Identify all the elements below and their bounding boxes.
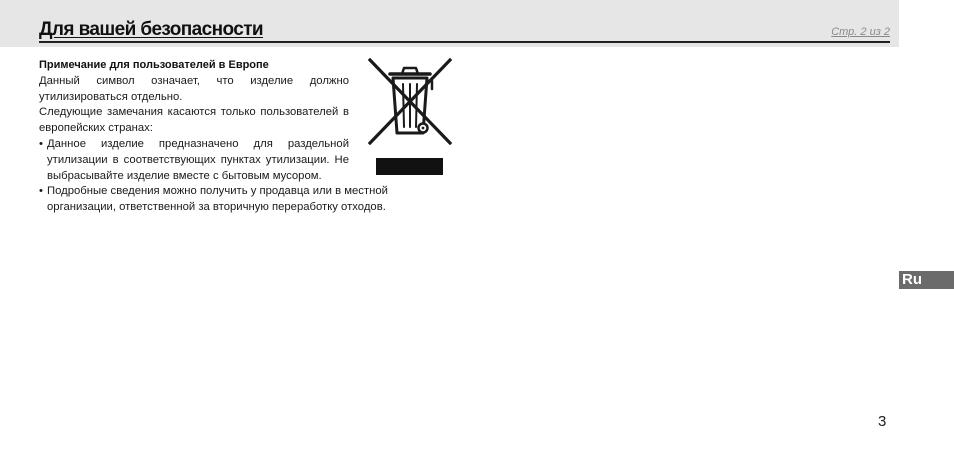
black-bar xyxy=(376,158,443,175)
language-tab: Ru xyxy=(899,271,954,289)
note-intro-symbol: Данный символ означает, что изделие должно утилизироваться отдельно. xyxy=(39,74,349,103)
list-item: • Данное изделие предназначено для раздельной утилизации в соответствующих пунктах утилизации. Не выбрасывайте изделие вместе с бытовым мусором. xyxy=(39,137,349,184)
note-heading: Примечание для пользователей в Европе xyxy=(39,59,269,71)
title-rule xyxy=(39,41,890,43)
page-title: Для вашей безопасности xyxy=(39,19,264,40)
page-indicator: Стр. 2 из 2 xyxy=(831,26,890,38)
page-number: 3 xyxy=(878,413,887,430)
note-intro-scope: Следующие замечания касаются только пользователей в европейских странах: xyxy=(39,106,349,135)
crossed-out-wheelie-bin-icon xyxy=(368,57,452,145)
list-item: • Подробные сведения можно получить у продавца или в местной организации, ответственной за вторичную переработку отходов. xyxy=(39,184,459,216)
note-bullet-list xyxy=(39,137,459,216)
